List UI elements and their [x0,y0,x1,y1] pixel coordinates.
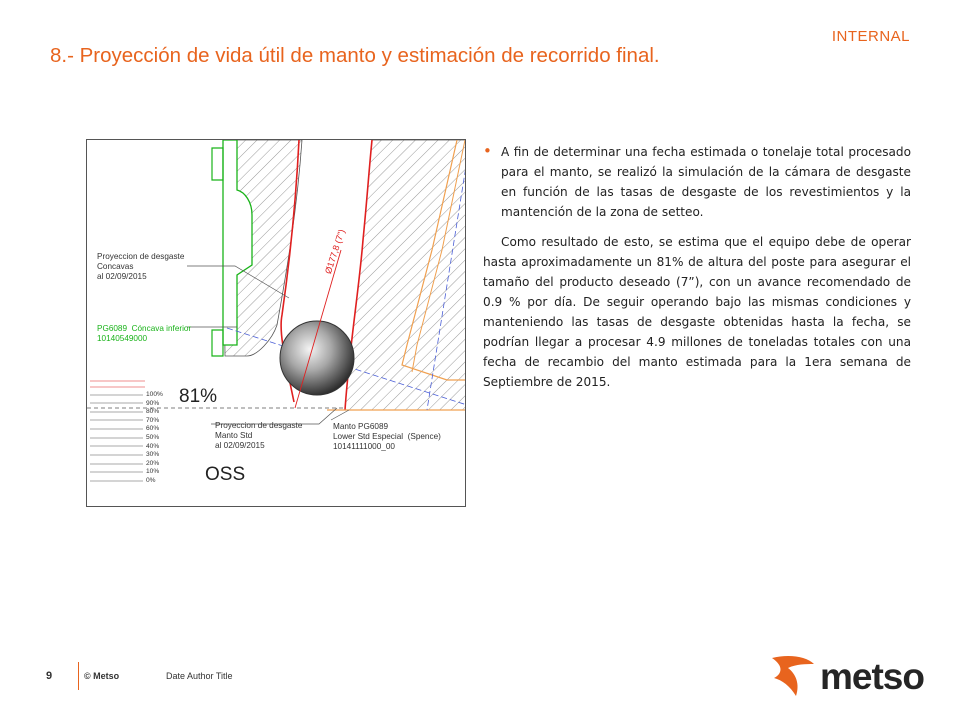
classification-label: INTERNAL [831,28,910,45]
scale-tick: 20% [146,459,160,467]
scale-tick: 40% [146,442,160,450]
concave-projection-label: Proyeccion de desgaste Concavas al 02/09/2015 [97,252,185,281]
footer-meta: Date Author Title [166,671,233,681]
diameter-label: Ø177,8 (7") [323,228,347,276]
oss-label: OSS [205,464,246,485]
metso-logo-text: metso [820,656,924,697]
bullet-text: A fin de determinar una fecha estimada o tonelaje total procesado para el manto, se realizó la simulación de la cámara de desgaste en función de las tasas de desgaste de los revestimientos y la mantención de la zona de setteo. [501,145,911,219]
scale-tick: 90% [146,399,160,407]
scale-tick: 80% [146,408,160,416]
scale-tick: 10% [146,468,160,476]
metso-logo-icon [770,652,816,700]
result-paragraph: Como resultado de esto, se estima que el equipo debe de operar hasta aproximadamente un 81% de altura del poste para asegurar el tamaño del producto deseado (7”), con un avance recomendado de 0.9 % por día. De seguir operando bajo las mismas condiciones y manteniendo las tasas de desgaste obtenidas hasta la fecha, se podrían llegar a procesar 4.9 millones de toneladas totales con una fecha de recambio del manto estimada para la 1era semana de Septiembre de 2015. [483,235,911,389]
footer-divider [78,662,79,690]
scale-tick: 60% [146,425,160,433]
page-title: 8.- Proyección de vida útil de manto y estimación de recorrido final. [50,44,660,67]
page-number: 9 [46,670,53,682]
height-scale-lines [90,381,145,481]
scale-tick: 0% [146,476,156,484]
height-scale [146,391,163,486]
scale-tick: 100% [146,391,163,398]
concave-part-label: PG6089 Cóncava inferior 10140549000 [97,324,192,343]
height-percentage-label: 81% [179,386,218,407]
scale-tick: 30% [146,451,160,459]
scale-tick: 70% [146,416,160,424]
copyright: © Metso [84,671,120,681]
mantle-part-label: Manto PG6089 Lower Std Especial (Spence) 10141111000_00 [333,422,441,451]
bullet-paragraph [483,142,911,222]
bullet-icon: • [483,142,492,160]
mantle-projection-label: Proyeccion de desgaste Manto Std al 02/09/2015 [215,421,303,450]
scale-tick: 50% [146,433,160,441]
wear-projection-drawing [86,139,466,507]
body-text [483,142,911,392]
